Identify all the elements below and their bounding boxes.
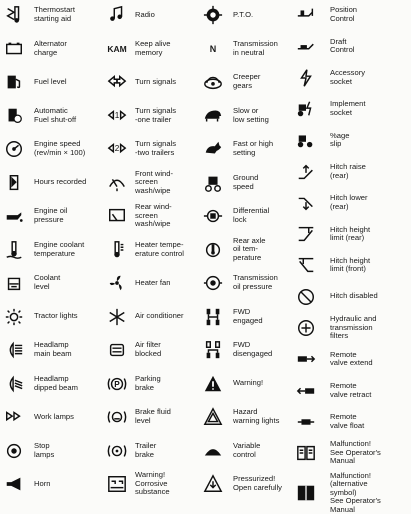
ground-speed-icon [199, 170, 227, 196]
symbol-row [292, 159, 366, 185]
symbol-row [0, 438, 54, 464]
symbol-row [0, 36, 67, 62]
symbol-label: Warning! Corrosive substance [135, 471, 170, 497]
symbol-label: Alternator charge [34, 40, 67, 57]
fuel-pump-icon [0, 69, 28, 95]
heater-fan-icon [103, 270, 131, 296]
symbol-row [103, 337, 161, 363]
creeper-gears-icon [199, 69, 227, 95]
symbol-row [199, 2, 253, 28]
warning-triangle-icon [199, 371, 227, 397]
symbol-row [292, 409, 364, 435]
symbol-row [199, 203, 269, 229]
symbol-row [292, 190, 368, 216]
symbol-row [0, 2, 75, 28]
symbol-label: Fuel level [34, 78, 67, 87]
symbol-label: Remote valve retract [330, 382, 371, 399]
symbol-label: Heater fan [135, 279, 170, 288]
trailer-brake-icon [103, 438, 131, 464]
symbol-row [199, 36, 278, 62]
symbol-row [199, 404, 279, 430]
transmission-oil-pressure-icon [199, 270, 227, 296]
symbol-label: Transmission in neutral [233, 40, 278, 57]
position-control-icon [292, 2, 320, 28]
headlamp-dipped-icon [0, 371, 28, 397]
symbol-label: Air filter blocked [135, 341, 161, 358]
symbol-row [103, 371, 161, 397]
symbol-row [292, 284, 378, 310]
engine-speed-icon [0, 136, 28, 162]
remote-float-icon [292, 409, 320, 435]
turn-signals-one-trailer-icon [103, 103, 131, 129]
symbol-label: %age slip [330, 132, 349, 149]
symbol-row [199, 371, 263, 397]
kam-text [103, 36, 131, 62]
remote-retract-icon [292, 378, 320, 404]
symbol-row [199, 471, 282, 497]
symbol-row [103, 103, 176, 129]
symbol-label: FWD disengaged [233, 341, 272, 358]
symbol-label: Hitch raise (rear) [330, 163, 366, 180]
symbol-label: Horn [34, 480, 50, 489]
svg-text:P: P [114, 380, 120, 389]
oil-can-icon [0, 203, 28, 229]
symbol-row [199, 69, 260, 95]
symbol-row [199, 170, 258, 196]
symbol-row [0, 304, 78, 330]
symbol-row [292, 378, 371, 404]
symbol-label: Malfunction! See Operator's Manual [330, 440, 381, 466]
brake-fluid-icon [103, 404, 131, 430]
symbol-label: Creeper gears [233, 73, 260, 90]
coolant-level-icon [0, 270, 28, 296]
remote-extend-icon [292, 346, 320, 372]
manual-alt-icon [292, 480, 320, 506]
symbol-row [292, 96, 365, 122]
symbol-label: Hitch lower (rear) [330, 194, 368, 211]
symbol-label: Hitch height limit (front) [330, 257, 370, 274]
symbol-label: Pressurized! Open carefully [233, 475, 282, 492]
hitch-height-front-icon [292, 252, 320, 278]
rear-axle-oil-temp-icon [199, 237, 227, 263]
symbol-label: Differential lock [233, 207, 269, 224]
symbol-row [103, 2, 155, 28]
stop-lamp-icon [0, 438, 28, 464]
symbol-label: Variable control [233, 442, 260, 459]
symbol-row [292, 33, 354, 59]
tortoise-icon [199, 103, 227, 129]
symbol-label: Air conditioner [135, 312, 184, 321]
fwd-engaged-icon [199, 304, 227, 330]
air-filter-icon [103, 337, 131, 363]
fuel-shutoff-icon [0, 103, 28, 129]
symbol-row [292, 65, 365, 91]
symbol-label: Tractor lights [34, 312, 78, 321]
symbol-label: Automatic Fuel shut-off [34, 107, 76, 124]
symbol-label: Engine speed (rev/min × 100) [34, 140, 85, 157]
pressurized-icon [199, 471, 227, 497]
symbol-row [0, 404, 74, 430]
symbol-label: Malfunction! (alternative symbol) See Operator's Manual [330, 472, 381, 514]
symbol-row [292, 440, 381, 466]
symbol-label: Trailer brake [135, 442, 156, 459]
corrosive-icon [103, 471, 131, 497]
hitch-disabled-icon [292, 284, 320, 310]
symbol-label: Hazard warning lights [233, 408, 279, 425]
symbol-row [0, 270, 60, 296]
symbol-row [103, 471, 170, 497]
symbol-row [103, 36, 170, 62]
symbol-row [0, 136, 85, 162]
symbol-row [103, 69, 176, 95]
symbol-label: Fast or high setting [233, 140, 273, 157]
symbol-label: Implement socket [330, 100, 365, 117]
thermostart-icon [0, 2, 28, 28]
symbol-label: Accessory socket [330, 69, 365, 86]
symbol-row [0, 337, 72, 363]
svg-text:1: 1 [115, 110, 120, 119]
symbol-label: Turn signals [135, 78, 176, 87]
symbol-row [103, 438, 156, 464]
symbol-row [0, 69, 67, 95]
symbol-row [103, 136, 176, 162]
turn-signals-icon [103, 69, 131, 95]
hitch-lower-icon [292, 190, 320, 216]
symbol-label: P.T.O. [233, 11, 253, 20]
symbol-label: Turn signals -two trailers [135, 140, 176, 157]
work-lamp-icon [0, 404, 28, 430]
hazard-lights-icon [199, 404, 227, 430]
hourglass-icon [0, 170, 28, 196]
symbol-row [199, 304, 263, 330]
hydraulic-filters-icon [292, 315, 320, 341]
turn-signals-two-trailers-icon [103, 136, 131, 162]
neutral-text [199, 36, 227, 62]
symbol-label: Front wind- screen wash/wipe [135, 170, 173, 196]
symbol-label: Hitch disabled [330, 292, 378, 301]
symbol-row [103, 304, 184, 330]
symbol-row [0, 203, 67, 229]
symbol-label: Headlamp dipped beam [34, 375, 78, 392]
symbol-label: Warning! [233, 379, 263, 388]
symbol-row [199, 337, 272, 363]
symbol-label: Transmission oil pressure [233, 274, 278, 291]
symbol-row [103, 237, 184, 263]
symbol-row [199, 136, 273, 162]
symbol-label: Rear axle oil tem- perature [233, 237, 266, 263]
symbol-row [199, 438, 260, 464]
symbol-label: FWD engaged [233, 308, 263, 325]
symbol-row [199, 237, 266, 263]
pto-icon [199, 2, 227, 28]
fwd-disengaged-icon [199, 337, 227, 363]
symbol-label: Remote valve extend [330, 351, 373, 368]
symbol-label: Ground speed [233, 174, 258, 191]
hitch-height-rear-icon [292, 221, 320, 247]
heater-temp-icon [103, 237, 131, 263]
symbol-label: Brake fluid level [135, 408, 171, 425]
slip-icon [292, 127, 320, 153]
neutral-text-glyph: N [210, 44, 217, 54]
tractor-lights-icon [0, 304, 28, 330]
symbol-label: Hydraulic and transmission filters [330, 315, 376, 341]
symbol-label: Engine oil pressure [34, 207, 67, 224]
symbol-row [292, 221, 370, 247]
symbol-row [199, 270, 278, 296]
symbol-label: Radio [135, 11, 155, 20]
symbol-row [0, 170, 86, 196]
hitch-raise-icon [292, 159, 320, 185]
symbol-row [0, 103, 76, 129]
symbol-row [103, 270, 170, 296]
symbol-row [292, 252, 370, 278]
symbol-label: Rear wind- screen wash/wipe [135, 203, 172, 229]
manual-icon [292, 440, 320, 466]
symbol-row [292, 346, 373, 372]
symbol-label: Thermostart starting aid [34, 6, 75, 23]
hare-icon [199, 136, 227, 162]
symbol-label: Work lamps [34, 413, 74, 422]
symbol-row [103, 203, 172, 229]
implement-socket-icon [292, 96, 320, 122]
symbol-label: Parking brake [135, 375, 161, 392]
symbol-row [0, 237, 84, 263]
variable-control-icon [199, 438, 227, 464]
symbol-row [0, 371, 78, 397]
symbol-label: Hitch height limit (rear) [330, 226, 370, 243]
accessory-socket-icon [292, 65, 320, 91]
differential-lock-icon [199, 203, 227, 229]
symbol-row [292, 127, 349, 153]
symbol-row [0, 471, 50, 497]
symbol-label: Headlamp main beam [34, 341, 72, 358]
headlamp-main-icon [0, 337, 28, 363]
symbol-row [292, 472, 381, 514]
symbol-label: Draft Control [330, 38, 354, 55]
draft-control-icon [292, 33, 320, 59]
symbol-label: Engine coolant temperature [34, 241, 84, 258]
parking-brake-icon [103, 371, 131, 397]
symbol-label: Heater tempe- erature control [135, 241, 184, 258]
front-wiper-icon [103, 170, 131, 196]
symbol-row [199, 103, 269, 129]
symbol-label: Hours recorded [34, 178, 86, 187]
symbol-label: Keep alive memory [135, 40, 170, 57]
coolant-temp-icon [0, 237, 28, 263]
symbol-row [103, 170, 173, 196]
svg-text:2: 2 [115, 144, 120, 153]
air-conditioner-icon [103, 304, 131, 330]
battery-icon [0, 36, 28, 62]
radio-icon [103, 2, 131, 28]
symbol-label: Turn signals -one trailer [135, 107, 176, 124]
symbol-label: Coolant level [34, 274, 60, 291]
kam-text-glyph: KAM [107, 44, 126, 54]
horn-icon [0, 471, 28, 497]
symbol-label: Remote valve float [330, 413, 364, 430]
symbol-row [103, 404, 171, 430]
symbol-row [292, 315, 376, 341]
symbol-label: Slow or low setting [233, 107, 269, 124]
symbol-label: Stop lamps [34, 442, 54, 459]
symbol-label: Position Control [330, 6, 357, 23]
rear-wiper-icon [103, 203, 131, 229]
symbol-row [292, 2, 357, 28]
